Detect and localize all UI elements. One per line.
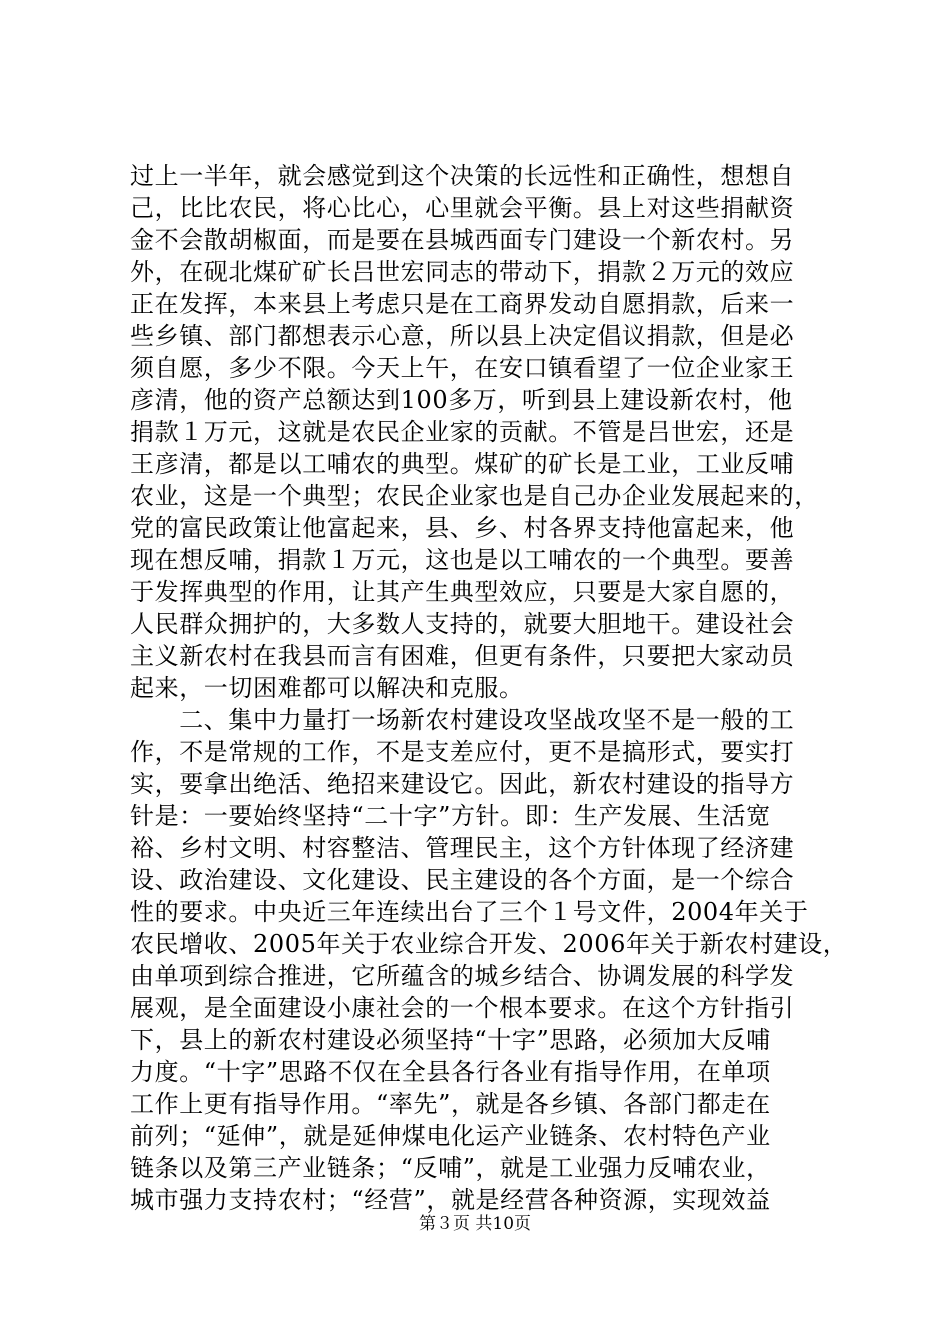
- text-line: 性的要求。中央近三年连续出台了三个１号文件，2004年关于: [130, 898, 809, 926]
- text-line: 下，县上的新农村建设必须坚持“十字”思路，必须加大反哺: [130, 1026, 771, 1054]
- text-line: 于发挥典型的作用，让其产生典型效应，只要是大家自愿的，: [130, 578, 795, 606]
- text-line: 农民增收、2005年关于农业综合开发、2006年关于新农村建设，: [130, 930, 848, 958]
- text-line: 人民群众拥护的，大多数人支持的，就要大胆地干。建设社会: [130, 610, 795, 638]
- text-line: 工作上更有指导作用。“率先”，就是各乡镇、各部门都走在: [130, 1090, 771, 1118]
- text-line: 起来，一切困难都可以解决和克服。: [130, 674, 524, 702]
- text-line: 王彦清，都是以工哺农的典型。煤矿的矿长是工业，工业反哺: [130, 450, 795, 478]
- text-line: 展观，是全面建设小康社会的一个根本要求。在这个方针指引: [130, 994, 795, 1022]
- text-line: 城市强力支持农村；“经营”，就是经营各种资源，实现效益: [130, 1186, 771, 1214]
- text-line: 些乡镇、部门都想表示心意，所以县上决定倡议捐款，但是必: [130, 322, 795, 350]
- text-line: 设、政治建设、文化建设、民主建设的各个方面，是一个综合: [130, 866, 795, 894]
- text-line: 二、集中力量打一场新农村建设攻坚战攻坚不是一般的工: [130, 706, 795, 734]
- text-line: 捐款１万元，这就是农民企业家的贡献。不管是吕世宏，还是: [130, 418, 795, 446]
- text-line: 须自愿，多少不限。今天上午，在安口镇看望了一位企业家王: [130, 354, 795, 382]
- text-line: 己，比比农民，将心比心，心里就会平衡。县上对这些捐献资: [130, 194, 795, 222]
- text-line: 作，不是常规的工作，不是支差应付，更不是搞形式，要实打: [130, 738, 795, 766]
- text-line: 链条以及第三产业链条；“反哺”，就是工业强力反哺农业，: [130, 1154, 771, 1182]
- text-line: 主义新农村在我县而言有困难，但更有条件，只要把大家动员: [130, 642, 795, 670]
- text-line: 正在发挥，本来县上考虑只是在工商界发动自愿捐款，后来一: [130, 290, 795, 318]
- text-line: 现在想反哺，捐款１万元，这也是以工哺农的一个典型。要善: [130, 546, 795, 574]
- text-line: 由单项到综合推进，它所蕴含的城乡结合、协调发展的科学发: [130, 962, 795, 990]
- text-line: 裕、乡村文明、村容整洁、管理民主，这个方针体现了经济建: [130, 834, 795, 862]
- text-line: 党的富民政策让他富起来，县、乡、村各界支持他富起来，他: [130, 514, 795, 542]
- text-line: 金不会散胡椒面，而是要在县城西面专门建设一个新农村。另: [130, 226, 795, 254]
- text-line: 外，在砚北煤矿矿长吕世宏同志的带动下，捐款２万元的效应: [130, 258, 795, 286]
- text-line: 彦清，他的资产总额达到100多万，听到县上建设新农村，他: [130, 386, 793, 414]
- page-number-footer: 第３页 共10页: [418, 1214, 532, 1234]
- text-line: 农业，这是一个典型；农民企业家也是自己办企业发展起来的，: [130, 482, 819, 510]
- text-line: 力度。“十字”思路不仅在全县各行各业有指导作用，在单项: [130, 1058, 771, 1086]
- text-line: 实，要拿出绝活、绝招来建设它。因此，新农村建设的指导方: [130, 770, 795, 798]
- text-line: 针是：一要始终坚持“二十字”方针。即：生产发展、生活宽: [130, 802, 771, 830]
- body-text: [130, 160, 848, 1216]
- text-line: 前列；“延伸”，就是延伸煤电化运产业链条、农村特色产业: [130, 1122, 771, 1150]
- text-line: 过上一半年，就会感觉到这个决策的长远性和正确性，想想自: [130, 162, 795, 190]
